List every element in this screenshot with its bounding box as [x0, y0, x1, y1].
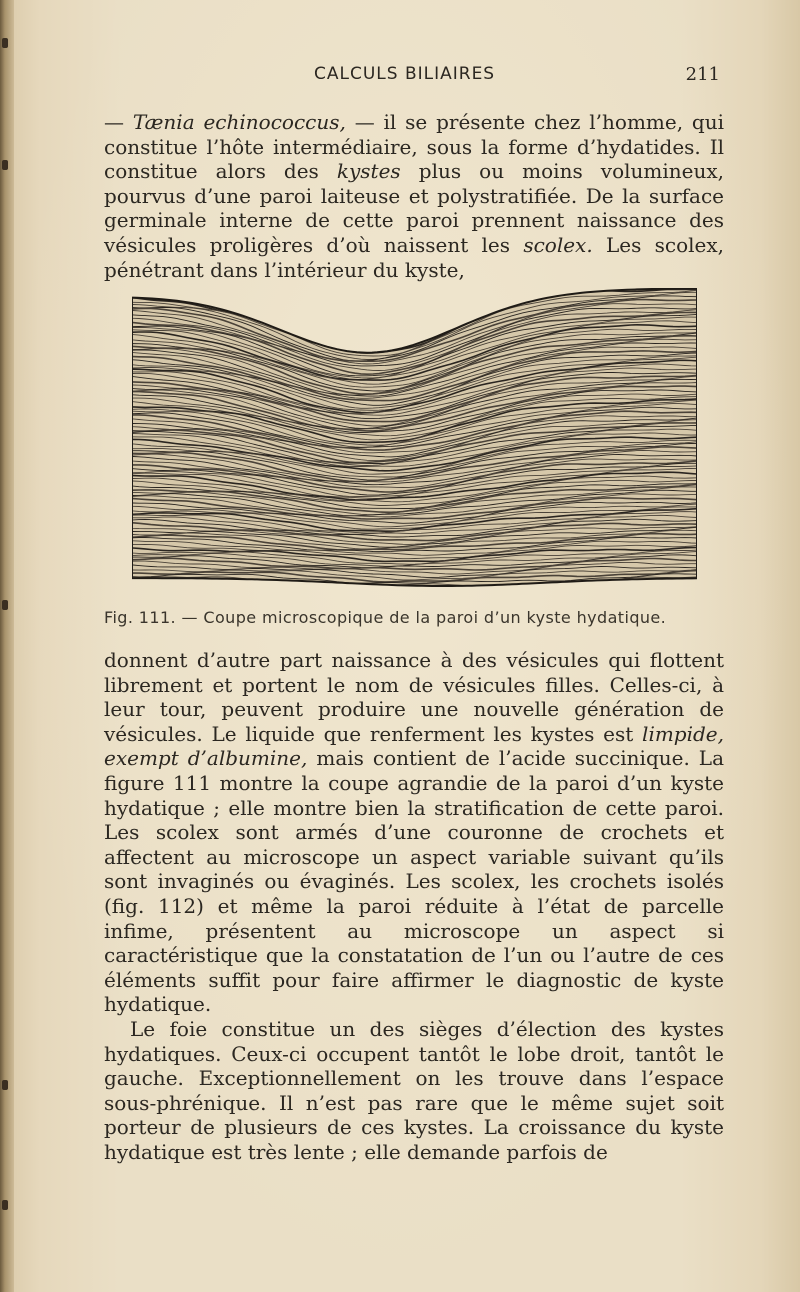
edge-mark: [2, 1080, 8, 1090]
page-number: 211: [685, 64, 720, 85]
paragraph-foie: Le foie constitue un des sièges d’élection des kystes hydatiques. Ceux-ci occupent tantôt le lobe droit, tantôt le gauche. Exceptionnellement on les trouve dans l’espace sous-phrénique. Il n’est pas rare que le même sujet soit porteur de plusieurs de ces kystes. La croissance du kyste hydatique est très lente ; elle demande parfois de: [104, 1016, 724, 1164]
page-binding-edge: [0, 0, 14, 1292]
paragraph-vesicules: [104, 648, 724, 1164]
italic-term: limpide, exempt d’albumine,: [104, 721, 724, 771]
italic-term: Tænia echinococcus,: [132, 110, 346, 134]
text-span: mais contient de l’acide succinique. La figure 111 montre la coupe agrandie de la paroi d’un kyste hydatique ; elle montre bien la stratification de cette paroi. Les scolex sont armés d’une couronne de crochets et affectent au microscope un aspect variable suivant qu’ils sont invaginés ou évaginés. Les scolex, les crochets isolés (fig. 112) et même la paroi réduite à l’état de parcelle infime, présentent au microscope un aspect si caractéristique que la constatation de l’un ou l’autre de ces éléments suffit pour faire affirmer le diagnostic de kyste hydatique.: [104, 746, 725, 1017]
edge-mark: [2, 160, 8, 170]
paragraph-taenia: [104, 110, 724, 282]
page-header: [104, 64, 724, 92]
edge-mark: [2, 1200, 8, 1210]
text-span: — il se présente chez l’homme, qui constitue l’hôte intermédiaire, sous la forme d’hydatides. Il constitue alors des: [104, 110, 725, 184]
italic-term: kystes: [336, 159, 401, 184]
running-title: CALCULS BILIAIRES: [314, 64, 496, 84]
text-span: donnent d’autre part naissance à des vésicules qui flottent librement et portent le nom de vésicules filles. Celles-ci, à leur tour, peuvent produire une nouvelle génération de vésicules. Le liquide que renferment les kystes est: [104, 648, 724, 746]
stratified-wall-engraving: [132, 288, 697, 593]
italic-term: scolex.: [523, 232, 593, 257]
figure-caption: Fig. 111. — Coupe microscopique de la paroi d’un kyste hydatique.: [104, 608, 667, 627]
text-span: plus ou moins volumineux, pourvus d’une paroi laiteuse et polystratifiée. De la surface germinale interne de cette paroi prennent naissance des vésicules proligères d’où naissent les: [104, 159, 724, 257]
edge-mark: [2, 600, 8, 610]
figure-111-illustration: [132, 288, 697, 593]
edge-mark: [2, 38, 8, 48]
text-span: Les scolex, pénétrant dans l’intérieur du kyste,: [104, 232, 724, 282]
text-span: —: [104, 110, 133, 134]
